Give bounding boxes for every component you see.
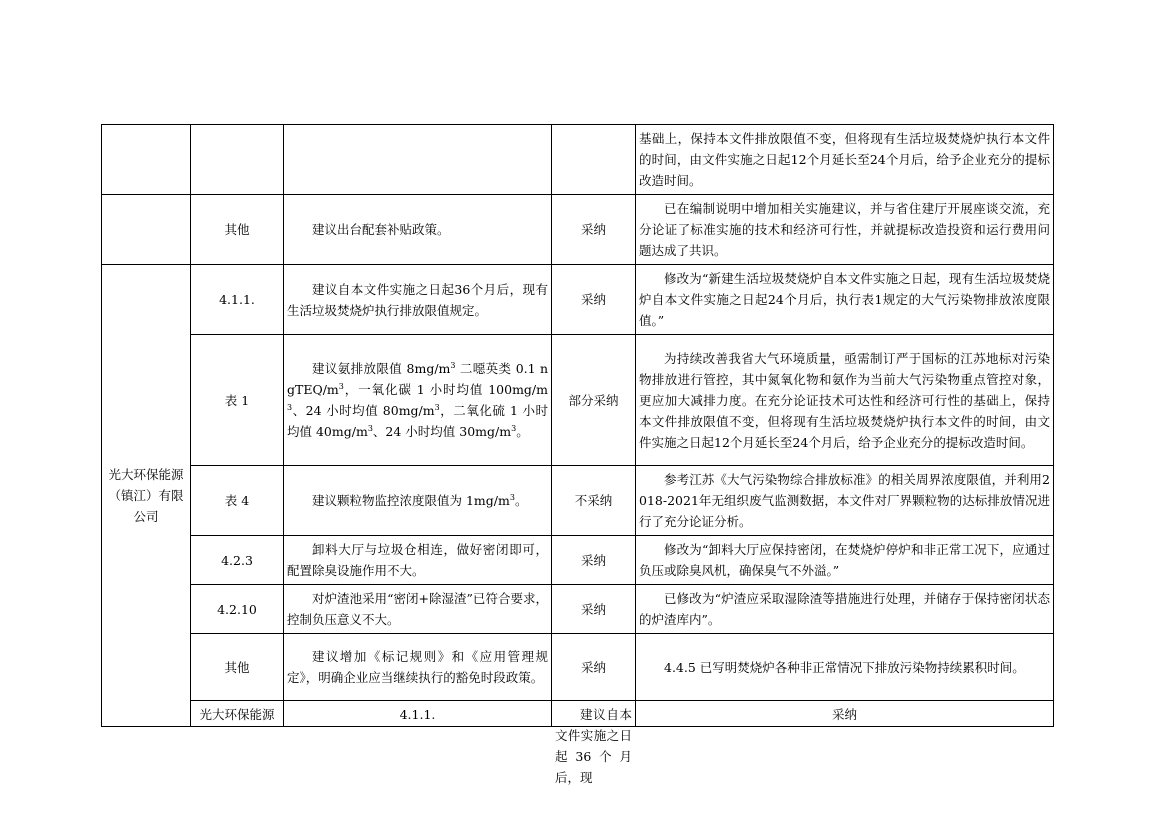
suggestion-cell bbox=[284, 466, 552, 536]
response-cell: 4.4.5 已写明焚烧炉各种非正常情况下排放污染物持续累积时间。 bbox=[636, 634, 1054, 701]
table-row bbox=[102, 585, 1054, 634]
table-row bbox=[102, 195, 1054, 265]
suggestion-cell: 建议出台配套补贴政策。 bbox=[284, 195, 552, 265]
table-row bbox=[102, 634, 1054, 701]
suggestion-cell: 对炉渣池采用“密闭+除湿渣”已符合要求，控制负压意义不大。 bbox=[284, 585, 552, 634]
table-row bbox=[102, 536, 1054, 585]
response-cell: 为持续改善我省大气环境质量，亟需制订严于国标的江苏地标对污染物排放进行管控，其中氮氧化物和氨作为当前大气污染物重点管控对象，更应加大减排力度。在充分论证技术可达性和经济可行性的基础上，保持本文件排放限值不变，但将现有生活垃圾焚烧炉执行本文件的时间，由文件实施之日起12个月延长至24个月后，给予企业充分的提标改造时间。 bbox=[636, 335, 1054, 466]
clause-cell: 其他 bbox=[191, 634, 284, 701]
status-cell bbox=[552, 125, 636, 195]
status-cell: 采纳 bbox=[636, 701, 1054, 727]
table-row bbox=[102, 125, 1054, 195]
clause-cell: 表 4 bbox=[191, 466, 284, 536]
suggestion-cell bbox=[284, 125, 552, 195]
status-cell: 不采纳 bbox=[552, 466, 636, 536]
clause-cell bbox=[191, 125, 284, 195]
comment-response-table bbox=[101, 124, 1054, 785]
table-row bbox=[102, 265, 1054, 335]
table-row bbox=[102, 335, 1054, 466]
response-cell: 参考江苏《大气污染物综合排放标准》的相关周界浓度限值，并利用2018-2021年无组织废气监测数据，本文件对厂界颗粒物的达标排放情况进行了充分论证分析。 bbox=[636, 466, 1054, 536]
org-cell: 光大环保能源 bbox=[191, 701, 284, 727]
status-cell: 采纳 bbox=[552, 634, 636, 701]
clause-cell: 表 1 bbox=[191, 335, 284, 466]
status-cell: 采纳 bbox=[552, 536, 636, 585]
status-cell: 部分采纳 bbox=[552, 335, 636, 466]
clause-cell: 4.2.3 bbox=[191, 536, 284, 585]
suggestion-text: 建议颗粒物监控浓度限值为 $1mg/m^3$。 bbox=[312, 492, 528, 508]
clause-cell: 4.2.10 bbox=[191, 585, 284, 634]
clause-cell: 4.1.1. bbox=[284, 701, 552, 727]
response-cell: 已在编制说明中增加相关实施建议，并与省住建厅开展座谈交流，充分论证了标准实施的技术和经济可行性，并就提标改造投资和运行费用问题达成了共识。 bbox=[636, 195, 1054, 265]
response-cell: 基础上，保持本文件排放限值不变，但将现有生活垃圾焚烧炉执行本文件的时间，由文件实施之日起12个月延长至24个月后，给予企业充分的提标改造时间。 bbox=[636, 125, 1054, 195]
status-cell: 采纳 bbox=[552, 265, 636, 335]
suggestion-cell: 建议增加《标记规则》和《应用管理规定》，明确企业应当继续执行的豁免时段政策。 bbox=[284, 634, 552, 701]
suggestion-cell bbox=[284, 335, 552, 466]
table-row bbox=[102, 701, 1054, 727]
table-row bbox=[102, 466, 1054, 536]
response-cell: 已修改为“炉渣应采取湿除渣等措施进行处理，并储存于保持密闭状态的炉渣库内”。 bbox=[636, 585, 1054, 634]
suggestion-cell: 建议自本文件实施之日起36个月后，现 bbox=[552, 701, 636, 727]
suggestion-cell: 卸料大厅与垃圾仓相连，做好密闭即可，配置除臭设施作用不大。 bbox=[284, 536, 552, 585]
response-cell: 修改为“新建生活垃圾焚烧炉自本文件实施之日起，现有生活垃圾焚烧炉自本文件实施之日起24个月后，执行表1规定的大气污染物排放浓度限值。” bbox=[636, 265, 1054, 335]
suggestion-cell: 建议自本文件实施之日起36个月后，现有生活垃圾焚烧炉执行排放限值规定。 bbox=[284, 265, 552, 335]
status-cell: 采纳 bbox=[552, 585, 636, 634]
org-cell bbox=[102, 125, 191, 195]
clause-cell: 其他 bbox=[191, 195, 284, 265]
org-cell bbox=[102, 195, 191, 265]
suggestion-text: 建议氨排放限值 $8mg/m^3$ 二噁英类 0.1 ngTEQ/$m^3$，一氧化碳 1 小时均值 $100mg/m^3$、24 小时均值 $80mg/m^3$，二氧化硫 1 小时均值 $40mg/m^3$、24 小时均值 $30mg/m^3$。 bbox=[287, 360, 548, 439]
response-cell: 修改为“卸料大厅应保持密闭，在焚烧炉停炉和非正常工况下，应通过负压或除臭风机，确保臭气不外溢。” bbox=[636, 536, 1054, 585]
org-name-cell: 光大环保能源（镇江）有限公司 bbox=[102, 265, 191, 727]
status-cell: 采纳 bbox=[552, 195, 636, 265]
clause-cell: 4.1.1. bbox=[191, 265, 284, 335]
